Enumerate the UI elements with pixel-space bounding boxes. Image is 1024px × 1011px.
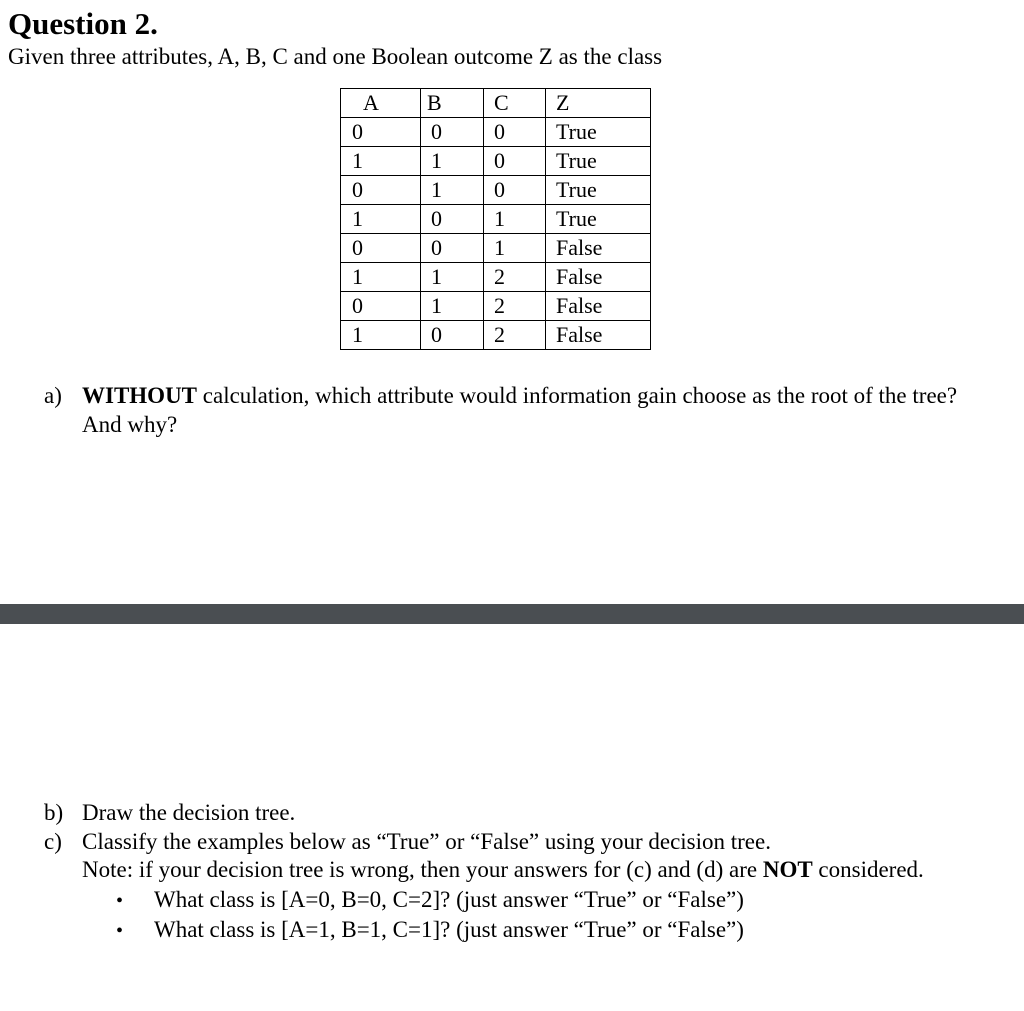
cell-b: 1 bbox=[421, 263, 484, 292]
cell-z: False bbox=[546, 234, 651, 263]
column-header-c: C bbox=[484, 89, 546, 118]
column-header-b: B bbox=[421, 89, 484, 118]
table-row bbox=[341, 147, 651, 176]
bullet-icon: • bbox=[116, 920, 124, 942]
cell-z: False bbox=[546, 292, 651, 321]
table-row bbox=[341, 234, 651, 263]
bullet-icon: • bbox=[116, 890, 124, 912]
column-header-a: A bbox=[341, 89, 421, 118]
part-a-question bbox=[44, 381, 984, 439]
cell-b: 0 bbox=[421, 321, 484, 350]
cell-b: 0 bbox=[421, 205, 484, 234]
cell-c: 2 bbox=[484, 263, 546, 292]
note-text bbox=[82, 855, 924, 884]
table-header-row bbox=[341, 89, 651, 118]
bullet-text: What class is [A=0, B=0, C=2]? (just answer “True” or “False”) bbox=[154, 887, 744, 912]
table-row bbox=[341, 205, 651, 234]
table-row bbox=[341, 292, 651, 321]
cell-b: 0 bbox=[421, 234, 484, 263]
cell-b: 1 bbox=[421, 292, 484, 321]
cell-b: 1 bbox=[421, 176, 484, 205]
table-row bbox=[341, 118, 651, 147]
cell-a: 1 bbox=[341, 205, 421, 234]
cell-c: 2 bbox=[484, 321, 546, 350]
cell-a: 1 bbox=[341, 263, 421, 292]
cell-c: 0 bbox=[484, 118, 546, 147]
cell-z: True bbox=[546, 147, 651, 176]
cell-z: True bbox=[546, 205, 651, 234]
page-divider bbox=[0, 604, 1024, 624]
cell-z: True bbox=[546, 118, 651, 147]
table-row bbox=[341, 176, 651, 205]
attribute-table bbox=[340, 88, 651, 350]
list-item bbox=[116, 915, 744, 946]
cell-z: False bbox=[546, 321, 651, 350]
cell-b: 1 bbox=[421, 147, 484, 176]
cell-z: True bbox=[546, 176, 651, 205]
column-header-z: Z bbox=[546, 89, 651, 118]
cell-c: 0 bbox=[484, 176, 546, 205]
cell-b: 0 bbox=[421, 118, 484, 147]
part-b-text: Draw the decision tree. bbox=[82, 800, 296, 825]
cell-a: 0 bbox=[341, 292, 421, 321]
part-c-text: Classify the examples below as “True” or “False” using your decision tree. bbox=[82, 829, 771, 854]
part-b-question bbox=[44, 798, 295, 827]
part-a-label: a) bbox=[44, 383, 62, 408]
cell-a: 1 bbox=[341, 321, 421, 350]
list-item bbox=[116, 885, 744, 916]
note-after: considered. bbox=[812, 857, 924, 882]
cell-a: 0 bbox=[341, 118, 421, 147]
bullet-text: What class is [A=1, B=1, C=1]? (just answer “True” or “False”) bbox=[154, 917, 744, 942]
cell-c: 1 bbox=[484, 205, 546, 234]
question-intro: Given three attributes, A, B, C and one Boolean outcome Z as the class bbox=[8, 44, 663, 69]
part-b-label: b) bbox=[44, 800, 64, 825]
cell-c: 1 bbox=[484, 234, 546, 263]
note-before: Note: if your decision tree is wrong, then your answers for (c) and (d) are bbox=[82, 857, 763, 882]
note-emphasis: NOT bbox=[762, 857, 813, 882]
cell-a: 1 bbox=[341, 147, 421, 176]
cell-a: 0 bbox=[341, 176, 421, 205]
table-row bbox=[341, 321, 651, 350]
cell-c: 2 bbox=[484, 292, 546, 321]
part-c-question bbox=[44, 827, 771, 856]
cell-z: False bbox=[546, 263, 651, 292]
cell-a: 0 bbox=[341, 234, 421, 263]
part-a-text: calculation, which attribute would information gain choose as the root of the tree? And why? bbox=[82, 383, 958, 437]
question-title: Question 2. bbox=[8, 6, 158, 41]
part-a-emphasis: WITHOUT bbox=[82, 383, 198, 408]
cell-c: 0 bbox=[484, 147, 546, 176]
table-row bbox=[341, 263, 651, 292]
part-c-label: c) bbox=[44, 829, 62, 854]
